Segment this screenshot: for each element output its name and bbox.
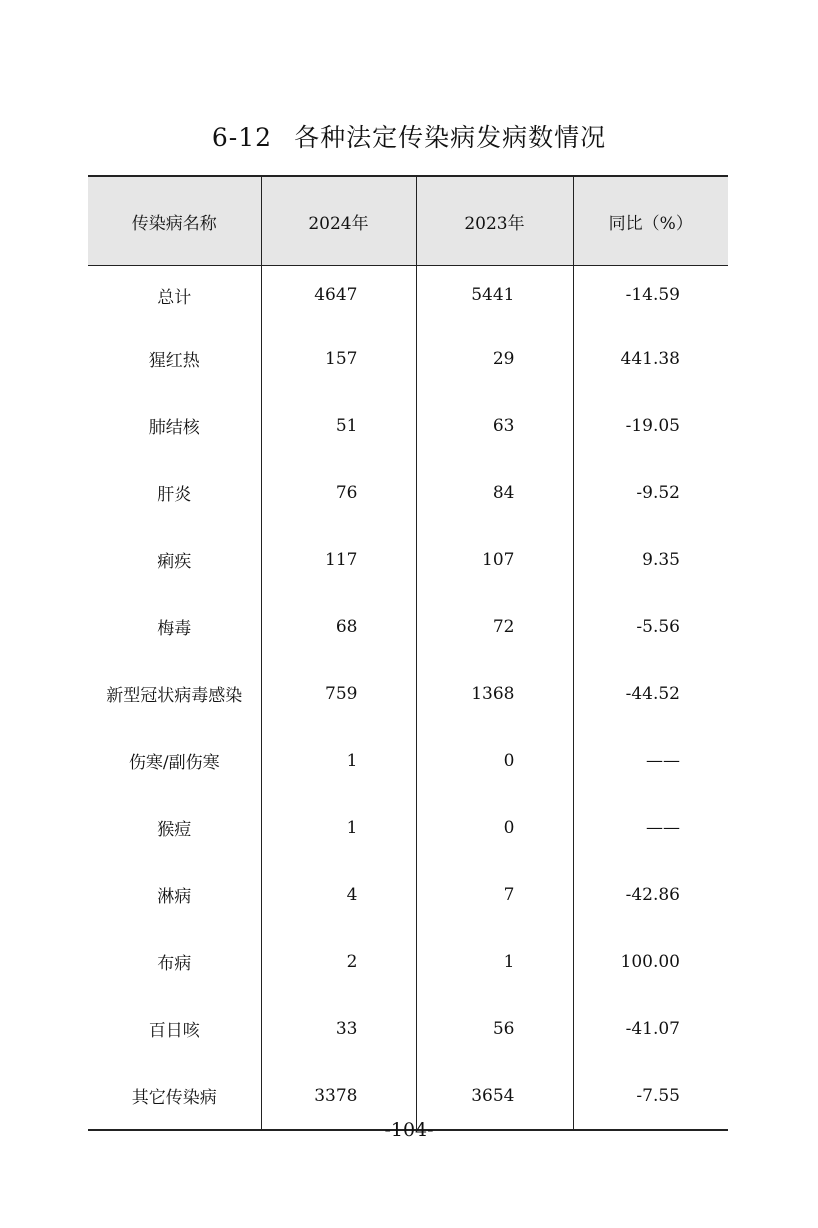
header-row	[88, 176, 728, 266]
table-row	[88, 526, 728, 593]
value-yoy: -7.55	[573, 1062, 728, 1130]
value-2024: 1	[261, 794, 416, 861]
disease-name: 痢疾	[157, 552, 192, 572]
value-2024: 157	[261, 325, 416, 392]
value-2024: 33	[261, 995, 416, 1062]
header-2024: 2024年	[261, 176, 416, 266]
value-yoy: -42.86	[573, 861, 728, 928]
value-2023: 3654	[416, 1062, 573, 1130]
value-yoy: 441.38	[573, 325, 728, 392]
value-2023: 5441	[416, 266, 573, 326]
disease-name: 肝炎	[157, 485, 192, 505]
value-yoy: -5.56	[573, 593, 728, 660]
value-yoy: -9.52	[573, 459, 728, 526]
value-2024: 4	[261, 861, 416, 928]
disease-table	[88, 175, 728, 1131]
disease-name: 猩红热	[148, 351, 200, 371]
table-row	[88, 593, 728, 660]
disease-name: 梅毒	[157, 619, 192, 639]
value-yoy: 9.35	[573, 526, 728, 593]
disease-name: 其它传染病	[131, 1088, 217, 1108]
header-2023: 2023年	[416, 176, 573, 266]
value-2023: 0	[416, 727, 573, 794]
value-yoy: -41.07	[573, 995, 728, 1062]
table-title-text: 各种法定传染病发病数情况	[294, 123, 607, 152]
table-row	[88, 660, 728, 727]
disease-name: 肺结核	[148, 418, 200, 438]
disease-name: 布病	[157, 954, 192, 974]
value-2024: 2	[261, 928, 416, 995]
value-2024: 76	[261, 459, 416, 526]
value-2024: 759	[261, 660, 416, 727]
value-yoy: -19.05	[573, 392, 728, 459]
value-2023: 1368	[416, 660, 573, 727]
table-row	[88, 459, 728, 526]
disease-name: 总计	[157, 287, 192, 308]
value-2023: 84	[416, 459, 573, 526]
value-yoy: ——	[573, 794, 728, 861]
value-2024: 4647	[261, 266, 416, 326]
table-row	[88, 794, 728, 861]
disease-name: 新型冠状病毒感染	[106, 686, 243, 706]
table-row	[88, 861, 728, 928]
disease-name: 伤寒/副伤寒	[128, 753, 220, 773]
value-2023: 56	[416, 995, 573, 1062]
value-2023: 63	[416, 392, 573, 459]
table-row	[88, 392, 728, 459]
value-2024: 117	[261, 526, 416, 593]
value-2024: 3378	[261, 1062, 416, 1130]
table-row	[88, 325, 728, 392]
table-row	[88, 928, 728, 995]
value-2023: 29	[416, 325, 573, 392]
header-yoy: 同比（%）	[573, 176, 728, 266]
value-yoy: 100.00	[573, 928, 728, 995]
table-row	[88, 995, 728, 1062]
value-2024: 51	[261, 392, 416, 459]
table-row	[88, 727, 728, 794]
disease-name: 淋病	[157, 887, 192, 907]
value-2024: 1	[261, 727, 416, 794]
disease-name: 百日咳	[148, 1021, 200, 1041]
table-row	[88, 266, 728, 326]
value-2023: 7	[416, 861, 573, 928]
value-2023: 107	[416, 526, 573, 593]
value-2023: 0	[416, 794, 573, 861]
value-yoy: ——	[573, 727, 728, 794]
header-disease-name: 传染病名称	[88, 176, 261, 266]
value-2023: 1	[416, 928, 573, 995]
page-number: -104-	[384, 1119, 434, 1141]
table-number: 6-12	[211, 123, 273, 152]
value-2024: 68	[261, 593, 416, 660]
value-yoy: -14.59	[573, 266, 728, 326]
value-2023: 72	[416, 593, 573, 660]
disease-name: 猴痘	[157, 820, 192, 840]
page-title	[0, 118, 818, 154]
value-yoy: -44.52	[573, 660, 728, 727]
